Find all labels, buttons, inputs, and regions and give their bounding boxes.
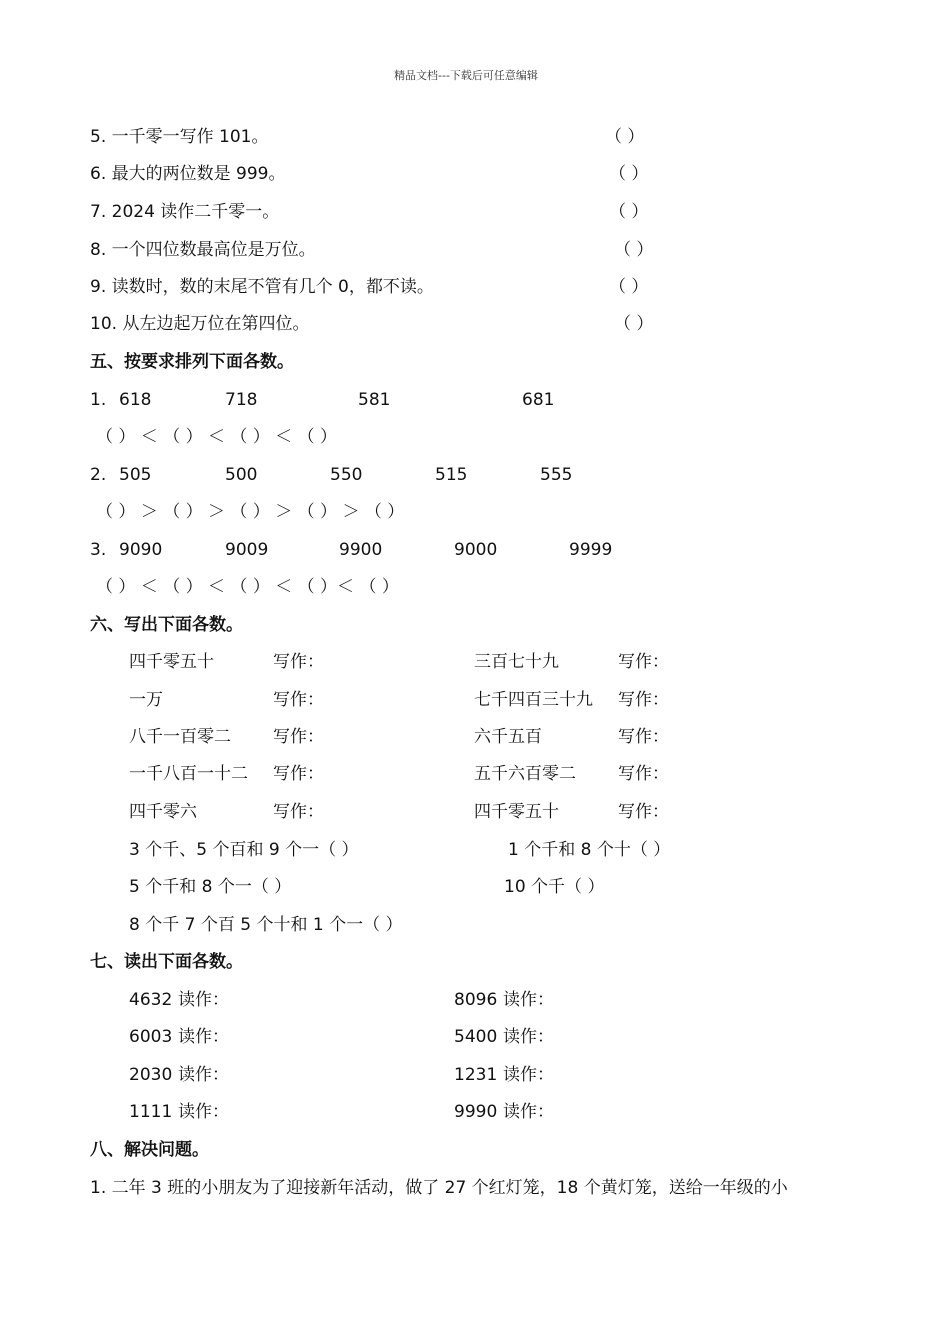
- number: 550: [330, 465, 363, 485]
- number: 555: [540, 465, 573, 485]
- number: 1231: [454, 1065, 498, 1085]
- section-title: 六、写出下面各数。: [90, 615, 243, 635]
- compose-item[interactable]: 8 个千 7 个百 5 个十和 1 个一（ ）: [129, 915, 403, 935]
- number: 718: [225, 390, 258, 410]
- judge-item-text: 10. 从左边起万位在第四位。: [90, 314, 310, 334]
- compose-item[interactable]: 1 个千和 8 个十（ ）: [508, 840, 671, 860]
- write-label: 写作：: [618, 652, 669, 672]
- judge-item-text: 5. 一千零一写作 101。: [90, 127, 269, 147]
- section-title: 五、按要求排列下面各数。: [90, 352, 294, 372]
- order-answer-row[interactable]: （ ） ＜ （ ） ＜ （ ） ＜ （ ）: [96, 427, 338, 447]
- judge-item-text: 6. 最大的两位数是 999。: [90, 164, 286, 184]
- judge-item-blank[interactable]: （ ）: [614, 240, 654, 260]
- order-answer-row[interactable]: （ ） ＜ （ ） ＜ （ ） ＜ （ ）＜ （ ）: [96, 577, 399, 597]
- read-label: 读作：: [178, 1102, 229, 1122]
- read-label: 读作：: [178, 990, 229, 1010]
- chinese-number: 一万: [129, 690, 163, 710]
- number: 581: [358, 390, 391, 410]
- number: 1111: [129, 1102, 173, 1122]
- write-label: 写作：: [618, 764, 669, 784]
- number: 5400: [454, 1027, 498, 1047]
- judge-item-blank[interactable]: （ ）: [609, 202, 649, 222]
- chinese-number: 六千五百: [474, 727, 542, 747]
- compose-item[interactable]: 5 个千和 8 个一（ ）: [129, 877, 292, 897]
- number: 500: [225, 465, 258, 485]
- read-label: 读作：: [503, 1065, 554, 1085]
- judge-item-text: 9. 读数时，数的末尾不管有几个 0，都不读。: [90, 277, 434, 297]
- read-label: 读作：: [178, 1027, 229, 1047]
- read-label: 读作：: [178, 1065, 229, 1085]
- judge-item-blank[interactable]: （ ）: [605, 127, 645, 147]
- write-label: 写作：: [618, 690, 669, 710]
- section-title: 七、读出下面各数。: [90, 952, 243, 972]
- number: 8096: [454, 990, 498, 1010]
- number: 9999: [569, 540, 613, 560]
- chinese-number: 一千八百一十二: [129, 764, 248, 784]
- write-label: 写作：: [273, 802, 324, 822]
- write-label: 写作：: [618, 802, 669, 822]
- number: 515: [435, 465, 468, 485]
- group-label: 1.: [90, 390, 107, 410]
- chinese-number: 四千零五十: [129, 652, 214, 672]
- write-label: 写作：: [273, 727, 324, 747]
- write-label: 写作：: [273, 764, 324, 784]
- judge-item-blank[interactable]: （ ）: [614, 314, 654, 334]
- judge-item-text: 7. 2024 读作二千零一。: [90, 202, 280, 222]
- judge-item-text: 8. 一个四位数最高位是万位。: [90, 240, 316, 260]
- chinese-number: 四千零五十: [474, 802, 559, 822]
- word-problem: 1. 二年 3 班的小朋友为了迎接新年活动，做了 27 个红灯笼，18 个黄灯笼，送给一年级的小: [90, 1178, 788, 1198]
- number: 9009: [225, 540, 269, 560]
- read-label: 读作：: [503, 990, 554, 1010]
- chinese-number: 七千四百三十九: [474, 690, 593, 710]
- write-label: 写作：: [273, 690, 324, 710]
- section-title: 八、解决问题。: [90, 1140, 209, 1160]
- compose-item[interactable]: 10 个千（ ）: [504, 877, 605, 897]
- judge-item-blank[interactable]: （ ）: [609, 164, 649, 184]
- number: 6003: [129, 1027, 173, 1047]
- chinese-number: 五千六百零二: [474, 764, 576, 784]
- judge-item-blank[interactable]: （ ）: [609, 277, 649, 297]
- order-answer-row[interactable]: （ ） ＞ （ ） ＞ （ ） ＞ （ ） ＞ （ ）: [96, 502, 405, 522]
- number: 9900: [339, 540, 383, 560]
- page-header: 精品文档---下载后可任意编辑: [394, 69, 538, 82]
- number: 9990: [454, 1102, 498, 1122]
- compose-item[interactable]: 3 个千、5 个百和 9 个一（ ）: [129, 840, 359, 860]
- read-label: 读作：: [503, 1027, 554, 1047]
- read-label: 读作：: [503, 1102, 554, 1122]
- group-label: 3.: [90, 540, 107, 560]
- number: 9000: [454, 540, 498, 560]
- number: 618: [119, 390, 152, 410]
- group-label: 2.: [90, 465, 107, 485]
- chinese-number: 八千一百零二: [129, 727, 231, 747]
- number: 681: [522, 390, 555, 410]
- number: 9090: [119, 540, 163, 560]
- chinese-number: 四千零六: [129, 802, 197, 822]
- write-label: 写作：: [618, 727, 669, 747]
- number: 505: [119, 465, 152, 485]
- write-label: 写作：: [273, 652, 324, 672]
- number: 4632: [129, 990, 173, 1010]
- number: 2030: [129, 1065, 173, 1085]
- chinese-number: 三百七十九: [474, 652, 559, 672]
